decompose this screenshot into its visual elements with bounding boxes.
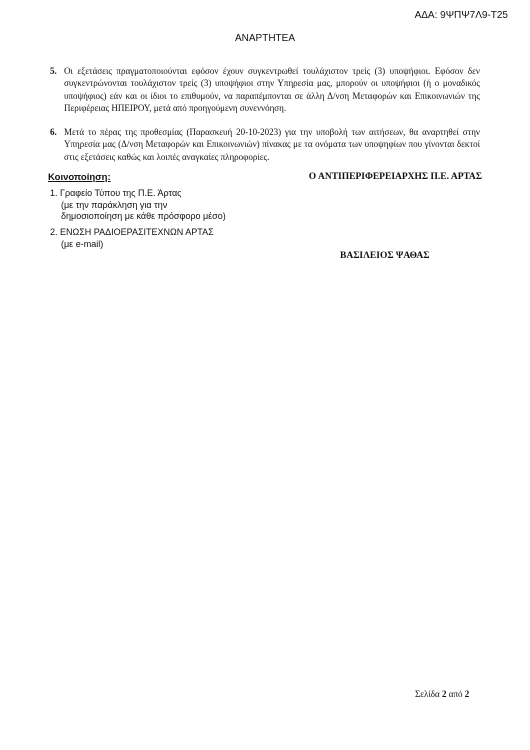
ada-code: ΑΔΑ: 9ΨΠΨ7Λ9-Τ25 <box>414 10 508 21</box>
signatory-title: Ο ΑΝΤΙΠΕΡΙΦΕΡΕΙΑΡΧΗΣ Π.Ε. ΑΡΤΑΣ <box>308 172 482 182</box>
recipient-2 <box>50 227 214 250</box>
list-item-text: Μετά το πέρας της προθεσμίας (Παρασκευή 20-10-2023) για την υποβολή των αιτήσεων, θα αναρτηθεί στην Υπηρεσία μας (Δ/νση Μεταφορών και Επικοινωνιών) πίνακας με τα ονόματα των υποψηφίων που γίνονται δεκτοί στις εξετάσεις καθώς και λοιπές αναγκαίες πληροφορίες. <box>64 127 480 162</box>
recipient-note: δημοσιοποίηση με κάθε πρόσφορο μέσο) <box>61 211 226 221</box>
recipient-note: (με την παράκληση για την <box>61 199 168 210</box>
page-number <box>415 689 469 699</box>
recipient-name: 1. Γραφείο Τύπου της Π.Ε. Άρτας <box>50 188 182 198</box>
recipient-name: 2. ΕΝΩΣΗ ΡΑΔΙΟΕΡΑΣΙΤΕΧΝΩΝ ΑΡΤΑΣ <box>50 227 214 237</box>
total-pages: 2 <box>464 689 470 699</box>
list-item-text: Οι εξετάσεις πραγματοποιούνται εφόσον έχουν συγκεντρωθεί τουλάχιστον τρείς (3) υποψήφιοι. Εφόσον δεν συγκεντρώνονται τουλάχιστον τρείς (3) υποψήφιοι στην Υπηρεσία μας, μπορούν οι υποψήφιοι (ή ο μοναδικός υποψήφιος) εάν και οι ίδιοι το επιθυμούν, να παραπέμπονται σε άλλη Δ/νση Μεταφορών και Επικοινωνιών της Περιφέρειας ΗΠΕΙΡΟΥ, μετά από προηγούμενη συνεννόηση. <box>64 66 480 113</box>
list-item-6 <box>50 126 480 163</box>
recipient-1 <box>50 188 226 223</box>
page-word: Σελίδα <box>415 689 440 699</box>
notification-label: Κοινοποίηση: <box>48 172 111 183</box>
list-item-number: 6. <box>50 127 57 137</box>
publication-label: ΑΝΑΡΤΗΤΕΑ <box>234 33 295 44</box>
recipient-note: (με e-mail) <box>61 238 104 249</box>
current-page: 2 <box>442 689 447 699</box>
list-item-5 <box>50 65 480 114</box>
of-word: από <box>448 689 463 699</box>
signatory-name: ΒΑΣΙΛΕΙΟΣ ΨΑΘΑΣ <box>340 251 430 261</box>
list-item-number: 5. <box>50 66 57 76</box>
